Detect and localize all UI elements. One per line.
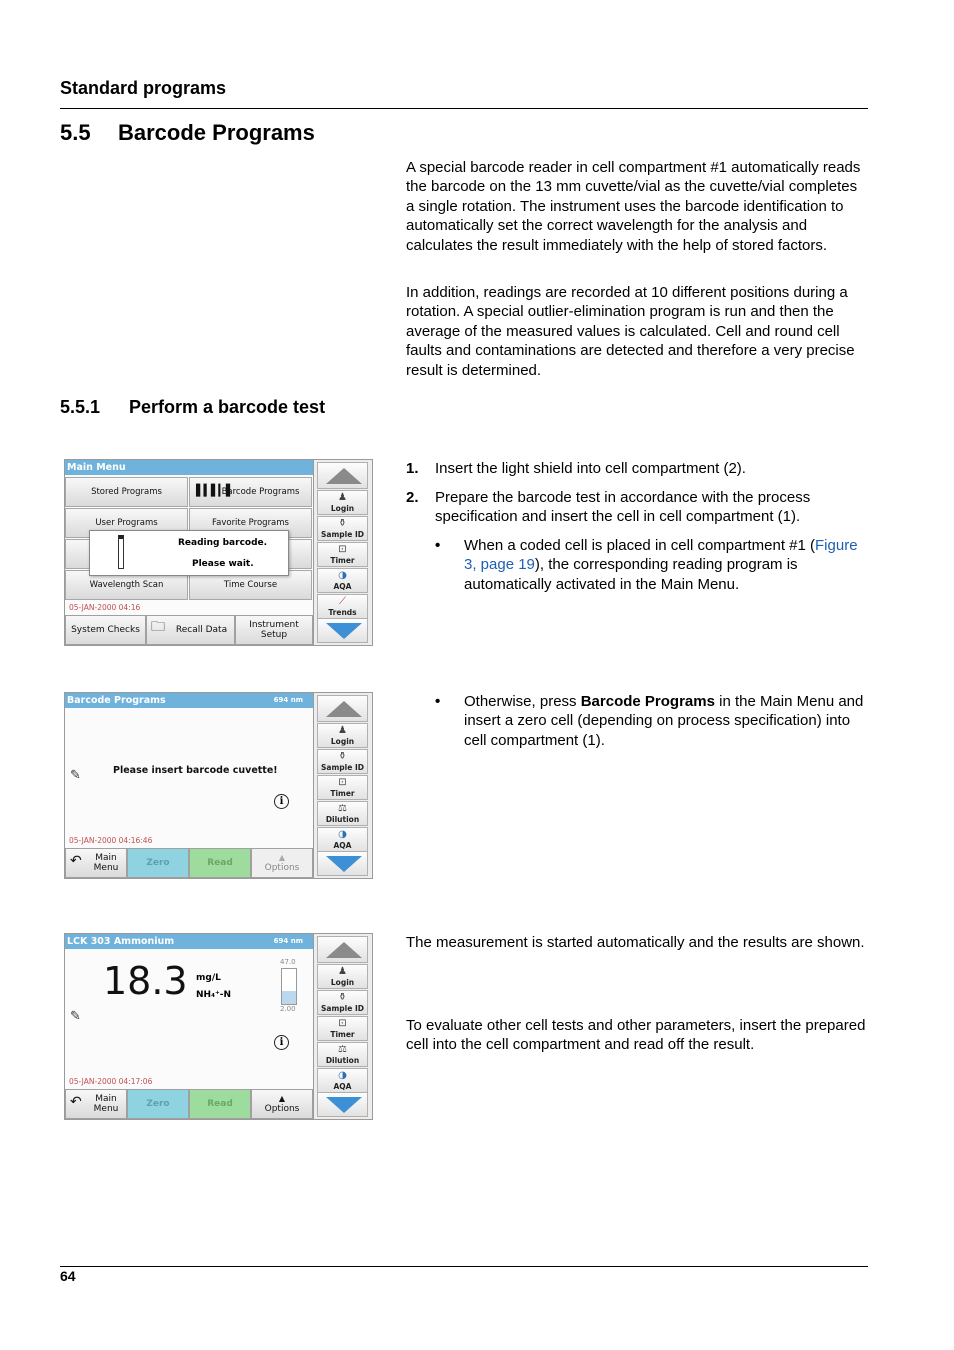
datetime: 05-JAN-2000 04:17:06 <box>69 1077 153 1086</box>
read-button[interactable]: Read <box>189 1089 251 1119</box>
step-1 <box>406 459 868 478</box>
dilution-button[interactable] <box>317 801 368 826</box>
vial-icon: ⚱ <box>338 751 347 762</box>
back-arrow-icon: ↶ <box>70 853 82 869</box>
screen-title-bar <box>65 460 313 475</box>
arrow-down-icon <box>326 623 362 639</box>
screen-main-menu <box>64 459 373 646</box>
bullet-bold-term: Barcode Programs <box>580 693 715 710</box>
insert-cuvette-message: Please insert barcode cuvette! <box>113 765 278 776</box>
range-min-label: 2.00 <box>280 1005 296 1013</box>
footer-rule <box>60 1266 868 1267</box>
main-menu-label: Main Menu <box>93 1094 119 1114</box>
bullet-text-post: in the Main Menu and insert a zero cell (depending on process specification) into cell compartment (1). <box>464 693 864 749</box>
cuvette-icon <box>118 535 124 569</box>
sample-id-button[interactable] <box>317 516 368 541</box>
login-label: Login <box>330 737 355 746</box>
reading-barcode-dialog <box>89 530 289 576</box>
login-button[interactable] <box>317 723 368 748</box>
options-label: Options <box>264 1104 300 1114</box>
screen-title-bar <box>65 693 313 708</box>
section-header: Standard programs <box>60 78 227 98</box>
dilution-label: Dilution <box>325 1056 360 1065</box>
sidebar <box>313 460 372 645</box>
arrow-up-icon <box>326 468 362 484</box>
result-value: 18.3 <box>103 959 188 1003</box>
screen-title: Main Menu <box>67 462 126 473</box>
bullet-manual-select <box>435 692 868 750</box>
step-number: 1. <box>406 460 419 477</box>
section-heading <box>60 120 315 146</box>
dilution-icon: ⚖ <box>338 803 347 814</box>
dilution-button[interactable] <box>317 1042 368 1067</box>
timer-icon: ⊡ <box>338 777 347 788</box>
subsection-heading <box>60 397 325 418</box>
section-number: 5.5 <box>60 120 91 145</box>
barcode-programs-button[interactable] <box>189 477 312 507</box>
login-button[interactable] <box>317 964 368 989</box>
aqa-icon: ◑ <box>338 1070 347 1081</box>
scroll-up-button[interactable] <box>317 462 368 489</box>
stored-programs-button[interactable]: Stored Programs <box>65 477 188 507</box>
subsection-title: Perform a barcode test <box>129 397 326 417</box>
dialog-line-2: Please wait. <box>192 559 254 569</box>
recall-data-button[interactable] <box>146 615 235 645</box>
system-checks-button[interactable]: System Checks <box>65 615 146 645</box>
result-unit: mg/L <box>196 973 221 983</box>
zero-button[interactable]: Zero <box>127 848 189 878</box>
sidebar <box>313 693 372 878</box>
person-icon: ♟ <box>338 725 347 736</box>
result-paragraph-1: The measurement is started automatically and the results are shown. <box>406 934 865 951</box>
page-number: 64 <box>60 1268 76 1284</box>
wavelength: 694 nm <box>273 937 303 945</box>
result-species: NH₄⁺-N <box>196 990 232 1000</box>
main-menu-area <box>65 475 313 616</box>
folder-icon: 🗀 <box>151 619 165 635</box>
arrow-up-icon <box>326 942 362 958</box>
scroll-down-button[interactable] <box>317 1092 368 1117</box>
options-button[interactable] <box>251 1089 313 1119</box>
aqa-label: AQA <box>333 1082 352 1091</box>
range-bar-fill <box>282 991 296 1004</box>
scroll-down-button[interactable] <box>317 851 368 876</box>
sample-id-label: Sample ID <box>321 530 364 539</box>
datetime: 05-JAN-2000 04:16 <box>69 603 141 612</box>
info-icon[interactable]: i <box>274 1035 289 1050</box>
measurement-area <box>65 949 313 1090</box>
subsection-number: 5.5.1 <box>60 397 101 417</box>
intro-paragraph-2: In addition, readings are recorded at 10 different positions during a rotation. A special outlier-elimination program is run and then the average of the measured values is calculated. Cell and round cell faults and contaminations are detected and therefore a very precise result is determined. <box>406 284 855 379</box>
result-paragraph-2: To evaluate other cell tests and other parameters, insert the prepared cell into the cell compartment and read off the result. <box>406 1017 866 1054</box>
user-programs-button[interactable]: User Programs <box>65 508 188 538</box>
timer-button[interactable] <box>317 1016 368 1041</box>
dialog-line-1: Reading barcode. <box>178 538 268 548</box>
trends-label: Trends <box>328 608 357 617</box>
favorite-programs-button[interactable]: Favorite Programs <box>189 508 312 538</box>
section-title: Barcode Programs <box>118 120 315 145</box>
timer-label: Timer <box>330 1030 355 1039</box>
aqa-button[interactable] <box>317 827 368 852</box>
bullet-text-pre: When a coded cell is placed in cell compartment #1 ( <box>464 537 816 554</box>
vial-icon: ⚱ <box>338 992 347 1003</box>
time-course-button[interactable]: Time Course <box>189 570 312 600</box>
bottom-bar <box>65 615 313 645</box>
sample-id-label: Sample ID <box>321 1004 364 1013</box>
sample-id-label: Sample ID <box>321 763 364 772</box>
timer-button[interactable] <box>317 542 368 567</box>
range-max-label: 47.0 <box>280 958 296 966</box>
login-label: Login <box>330 504 355 513</box>
main-menu-button[interactable] <box>65 848 127 878</box>
screen-barcode-programs <box>64 692 373 879</box>
timer-label: Timer <box>330 789 355 798</box>
instrument-setup-button[interactable]: Instrument Setup <box>235 615 313 645</box>
sidebar <box>313 934 372 1119</box>
main-menu-label: Main Menu <box>93 853 119 873</box>
datetime: 05-JAN-2000 04:16:46 <box>69 836 153 845</box>
timer-label: Timer <box>330 556 355 565</box>
aqa-label: AQA <box>333 841 352 850</box>
screen-result <box>64 933 373 1120</box>
trends-button[interactable] <box>317 594 368 619</box>
back-arrow-icon: ↶ <box>70 1094 82 1110</box>
range-bar <box>281 968 297 1005</box>
dilution-label: Dilution <box>325 815 360 824</box>
edit-icon[interactable]: ✎ <box>70 1009 81 1024</box>
wavelength-scan-button[interactable]: Wavelength Scan <box>65 570 188 600</box>
login-label: Login <box>330 978 355 987</box>
step-number: 2. <box>406 489 419 506</box>
caret-up-icon: ▲ <box>278 853 286 862</box>
options-label: Options <box>264 863 300 873</box>
step-text: Prepare the barcode test in accordance with the process specification and insert the cell in cell compartment (1). <box>435 489 811 526</box>
edit-icon[interactable]: ✎ <box>70 768 81 783</box>
arrow-down-icon <box>326 856 362 872</box>
barcode-programs-label: Barcode Programs <box>221 487 300 497</box>
sample-id-button[interactable] <box>317 749 368 774</box>
person-icon: ♟ <box>338 966 347 977</box>
bottom-bar <box>65 1089 313 1119</box>
vial-icon: ⚱ <box>338 518 347 529</box>
timer-icon: ⊡ <box>338 544 347 555</box>
screen-title-bar <box>65 934 313 949</box>
zero-button[interactable]: Zero <box>127 1089 189 1119</box>
aqa-button[interactable] <box>317 1068 368 1093</box>
figure-link[interactable]: Figure 3, page 19 <box>464 537 858 574</box>
read-button[interactable]: Read <box>189 848 251 878</box>
trend-chart-icon: ⟋ <box>339 596 346 607</box>
bullet-mark: • <box>435 693 441 710</box>
scroll-up-button[interactable] <box>317 695 368 722</box>
arrow-up-icon <box>326 701 362 717</box>
aqa-icon: ◑ <box>338 570 347 581</box>
caret-up-icon: ▲ <box>278 1094 286 1103</box>
main-menu-button[interactable] <box>65 1089 127 1119</box>
timer-icon: ⊡ <box>338 1018 347 1029</box>
dilution-icon: ⚖ <box>338 1044 347 1055</box>
screen-title: LCK 303 Ammonium <box>67 936 175 947</box>
person-icon: ♟ <box>338 492 347 503</box>
bullet-text-pre: Otherwise, press <box>464 693 581 710</box>
intro-paragraph-1: A special barcode reader in cell compartment #1 automatically reads the barcode on the 13 mm cuvette/vial as the cuvette/vial completes a single rotation. The instrument uses the barcode identification to automatically set the correct wavelength for the analysis and calculates the result immediately with the help of stored factors. <box>406 159 861 254</box>
options-button[interactable] <box>251 848 313 878</box>
scroll-down-button[interactable] <box>317 618 368 643</box>
bottom-bar <box>65 848 313 878</box>
screen-title: Barcode Programs <box>67 695 166 706</box>
bullet-text-post: ), the corresponding reading program is automatically activated in the Main Menu. <box>464 556 798 593</box>
arrow-down-icon <box>326 1097 362 1113</box>
aqa-icon: ◑ <box>338 829 347 840</box>
aqa-button[interactable] <box>317 568 368 593</box>
aqa-label: AQA <box>333 582 352 591</box>
step-2 <box>406 488 868 527</box>
sample-id-button[interactable] <box>317 990 368 1015</box>
recall-data-label: Recall Data <box>175 625 228 635</box>
scroll-up-button[interactable] <box>317 936 368 963</box>
timer-button[interactable] <box>317 775 368 800</box>
bullet-auto-activation <box>435 536 868 594</box>
step-text: Insert the light shield into cell compartment (2). <box>435 460 746 477</box>
wavelength: 694 nm <box>273 696 303 704</box>
barcode-icon: ▌▍▌▎▌ <box>196 484 234 497</box>
info-icon[interactable]: i <box>274 794 289 809</box>
bullet-mark: • <box>435 537 441 554</box>
login-button[interactable] <box>317 490 368 515</box>
measurement-area <box>65 708 313 849</box>
header-rule <box>60 108 868 109</box>
